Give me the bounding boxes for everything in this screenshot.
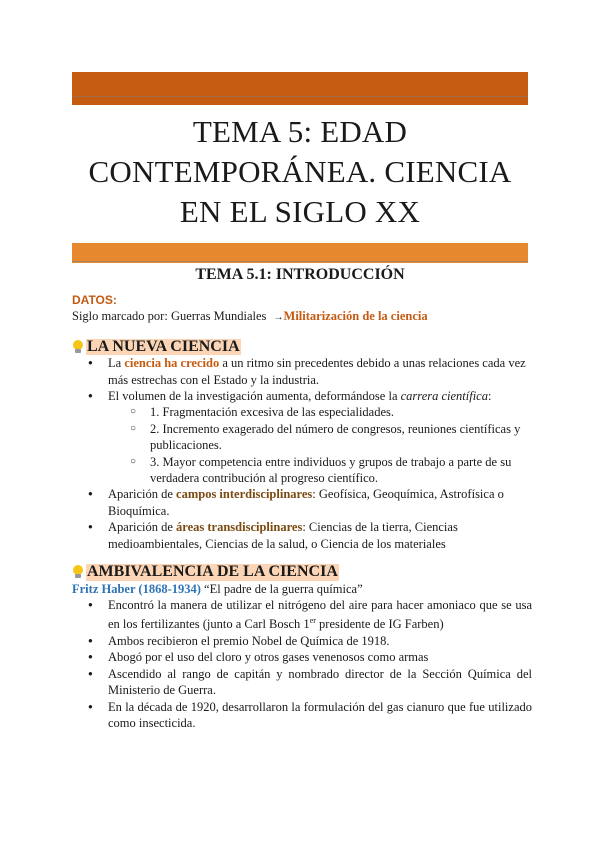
person-quote: “El padre de la guerra química” (200, 581, 363, 596)
section-heading-ambivalencia (72, 564, 532, 580)
list-item: ● En la década de 1920, desarrollaron la formulación del gas cianuro que fue utilizado como insecticida. (86, 699, 532, 732)
list-item (86, 597, 532, 633)
item-text: : Geofísica, Geoquímica, Astrofísica o Bioquímica. (108, 487, 504, 518)
item-text: Aparición de (108, 520, 177, 535)
item-text: El volumen de la investigación aumenta, deformándose la (108, 389, 401, 404)
list-item (86, 486, 532, 519)
item-superscript: er (309, 616, 316, 626)
list-item (86, 388, 532, 486)
datos-text: Siglo marcado por: Guerras Mundiales (72, 309, 267, 324)
lightbulb-icon (72, 339, 84, 355)
lightbulb-icon (72, 564, 84, 580)
item-text: La (108, 356, 125, 371)
list-item: ● Abogó por el uso del cloro y otros gases venenosos como armas (86, 649, 532, 665)
title-line-2: CONTEMPORÁNEA. CIENCIA (88, 154, 512, 189)
header-rule (72, 96, 528, 97)
list-item (86, 355, 532, 388)
item-text: presidente de IG Farben) (315, 617, 444, 632)
section-heading-text: AMBIVALENCIA DE LA CIENCIA (87, 563, 338, 581)
ambivalencia-list (86, 597, 532, 731)
section-heading-text: LA NUEVA CIENCIA (87, 337, 240, 355)
title-line-1: TEMA 5: EDAD (192, 114, 408, 149)
item-highlight: áreas transdisciplinares (176, 520, 303, 535)
list-item: ● Ascendido al rango de capitán y nombrado director de la Sección Química del Ministerio de Guerra. (86, 666, 532, 699)
page-title (72, 112, 528, 232)
sub-list-item: ○ 2. Incremento exagerado del número de congresos, reuniones científicas y publicaciones. (128, 421, 532, 454)
header-band (72, 72, 528, 105)
sub-list-item: ○ 3. Mayor competencia entre individuos y grupos de trabajo a parte de su verdadera contribución al progreso científico. (128, 454, 532, 487)
arrow-icon: → (273, 312, 284, 324)
person-name: Fritz Haber (1868-1934) (72, 581, 201, 596)
item-text: : (488, 389, 492, 404)
title-line-3: EN EL SIGLO XX (179, 194, 421, 229)
person-line (72, 581, 532, 597)
divider-rule (72, 261, 528, 262)
sub-list (128, 404, 532, 486)
item-highlight: campos interdisciplinares (176, 487, 313, 502)
item-text: Aparición de (108, 487, 177, 502)
item-text: a un ritmo sin precedentes debido a unas relaciones cada vez más estrechas con el Estado y la industria. (108, 356, 526, 387)
sub-list-item: ○ 1. Fragmentación excesiva de las especialidades. (128, 404, 532, 420)
document-body (72, 292, 532, 731)
datos-label: DATOS: (72, 293, 117, 307)
item-highlight: ciencia ha crecido (124, 356, 220, 371)
divider-band (72, 243, 528, 263)
item-text: Encontró la manera de utilizar el nitrógeno del aire para hacer amoniaco que se usa en los fertilizantes (junto a Carl Bosch 1 (108, 597, 532, 632)
list-item: ● Ambos recibieron el premio Nobel de Química de 1918. (86, 633, 532, 649)
item-emphasis: carrera científica (400, 389, 488, 404)
section-heading-nueva-ciencia (72, 339, 532, 355)
nueva-ciencia-list (86, 355, 532, 552)
item-text: : Ciencias de la tierra, Ciencias medioambientales, Ciencias de la salud, o Ciencia de los materiales (108, 520, 458, 551)
datos-line (72, 308, 532, 326)
datos-highlight: Militarización de la ciencia (283, 309, 428, 324)
list-item (86, 519, 532, 552)
subtitle: TEMA 5.1: INTRODUCCIÓN (195, 266, 405, 283)
